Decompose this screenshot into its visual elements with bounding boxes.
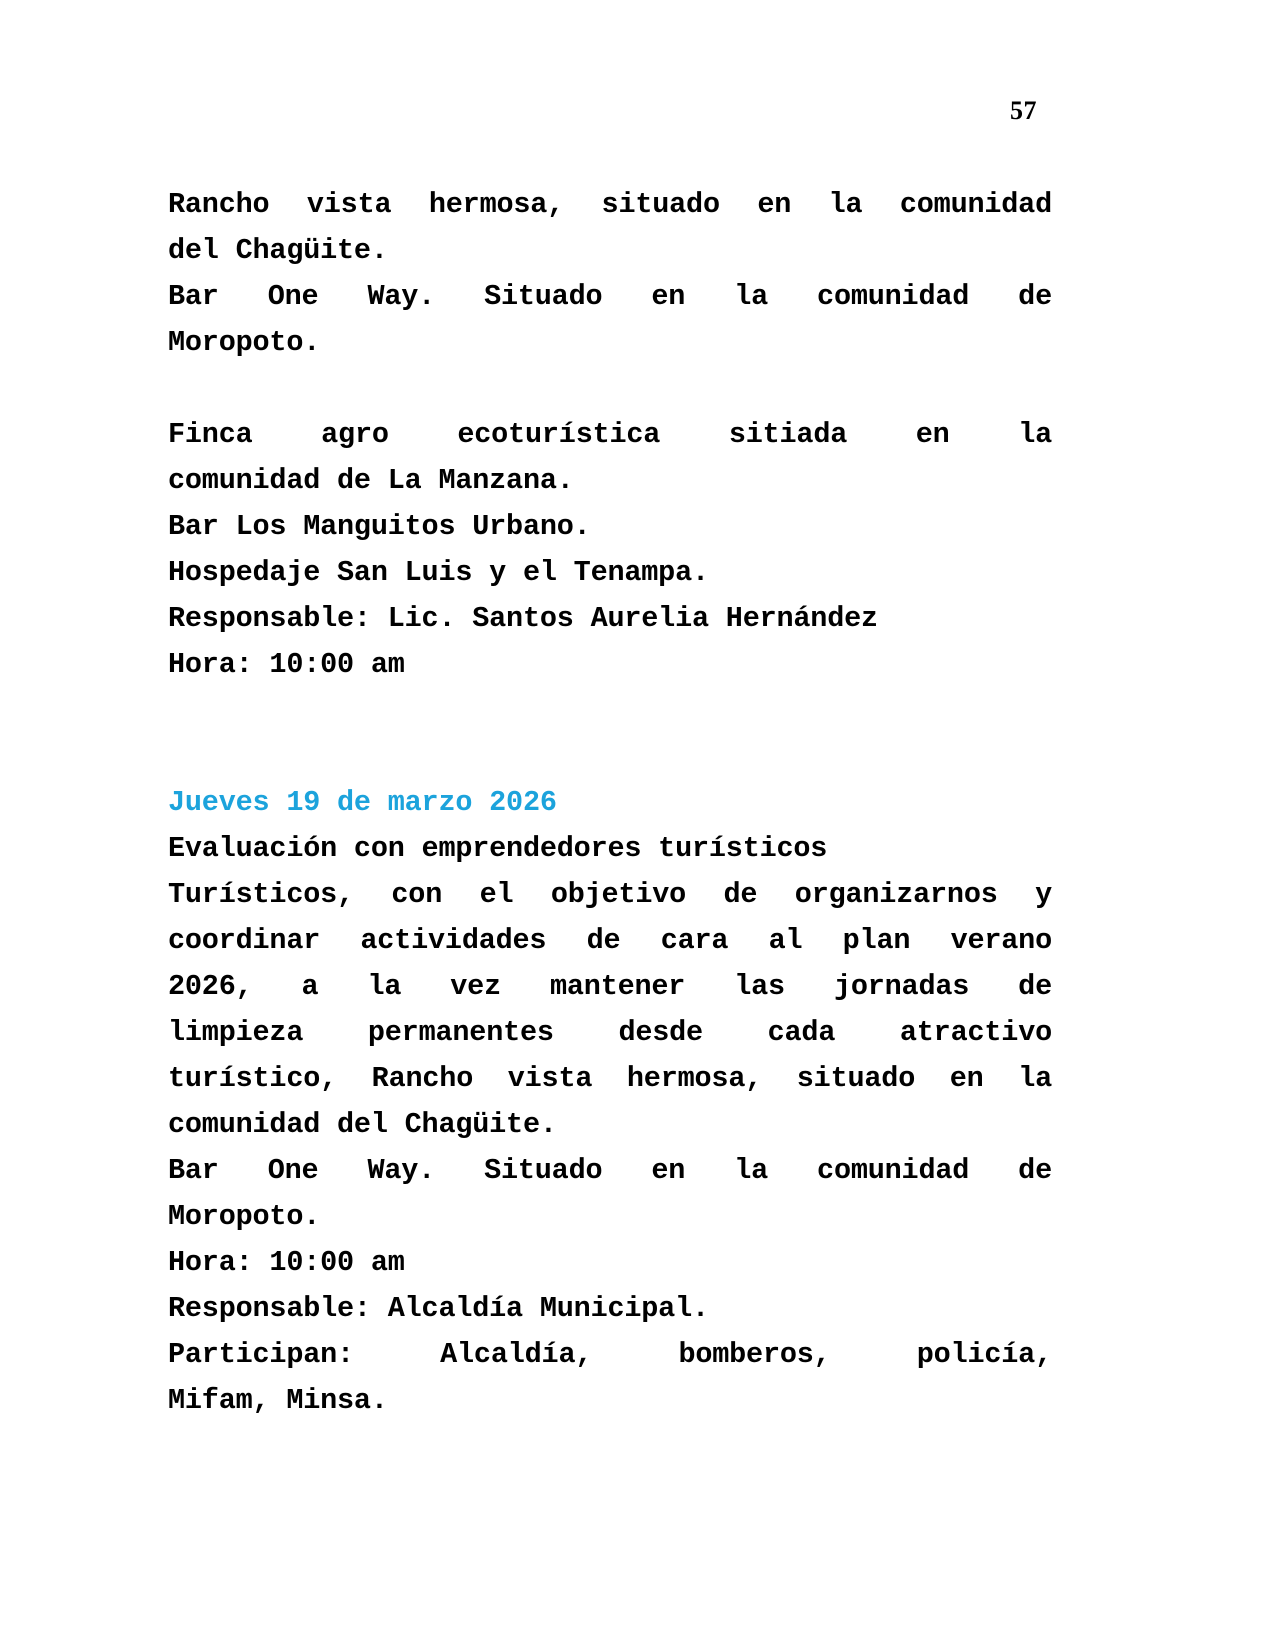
document-body <box>168 182 1052 1424</box>
text-line: turístico, Rancho vista hermosa, situado en la <box>168 1062 1052 1095</box>
text-line: comunidad del Chagüite. <box>168 1108 557 1141</box>
text-line: comunidad de La Manzana. <box>168 464 574 497</box>
text-line: Bar Los Manguitos Urbano. <box>168 510 591 543</box>
text-line: Bar One Way. Situado en la comunidad de <box>168 1154 1052 1187</box>
paragraph-block-2 <box>168 412 1052 688</box>
responsable-line: Responsable: Alcaldía Municipal. <box>168 1292 709 1325</box>
date-heading-jueves-19-marzo-2026: Jueves 19 de marzo 2026 <box>168 786 557 819</box>
paragraph-block-1 <box>168 182 1052 366</box>
page-number: 57 <box>1010 96 1037 125</box>
text-line: Evaluación con emprendedores turísticos <box>168 832 828 865</box>
text-line: Moropoto. <box>168 326 321 359</box>
text-line: 2026, a la vez mantener las jornadas de <box>168 970 1052 1003</box>
hora-line: Hora: 10:00 am <box>168 1246 405 1279</box>
text-line: Moropoto. <box>168 1200 321 1233</box>
paragraph-block-3 <box>168 826 1052 1424</box>
text-line: coordinar actividades de cara al plan verano <box>168 924 1052 957</box>
text-line: Mifam, Minsa. <box>168 1384 388 1417</box>
text-line: del Chagüite. <box>168 234 388 267</box>
text-line: Finca agro ecoturística sitiada en la <box>168 418 1052 451</box>
page-header <box>0 96 1275 136</box>
text-line: Hospedaje San Luis y el Tenampa. <box>168 556 709 589</box>
responsable-line: Responsable: Lic. Santos Aurelia Hernández <box>168 602 878 635</box>
section-spacer <box>168 688 1052 780</box>
participan-line: Participan: Alcaldía, bomberos, policía, <box>168 1338 1052 1371</box>
text-line: Turísticos, con el objetivo de organizarnos y <box>168 878 1052 911</box>
text-line: limpieza permanentes desde cada atractivo <box>168 1016 1052 1049</box>
text-line: Bar One Way. Situado en la comunidad de <box>168 280 1052 313</box>
text-line: Rancho vista hermosa, situado en la comunidad <box>168 188 1052 221</box>
paragraph-spacer <box>168 366 1052 412</box>
hora-line: Hora: 10:00 am <box>168 648 405 681</box>
